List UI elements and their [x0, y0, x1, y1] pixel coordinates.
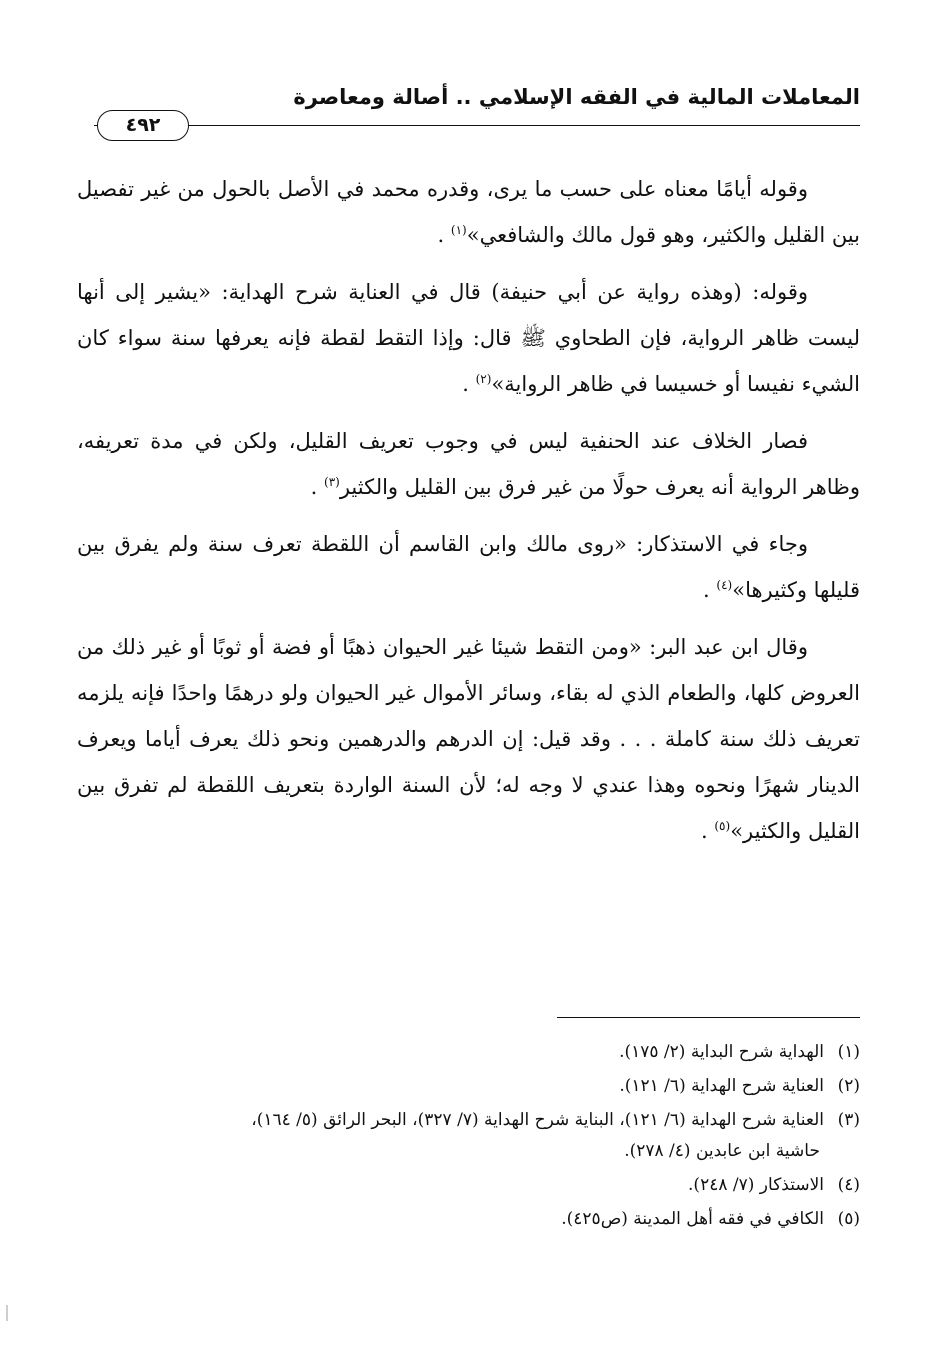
paragraph-2	[77, 269, 860, 407]
paragraph-tail: .	[437, 223, 445, 247]
paragraph-5	[77, 624, 860, 854]
footnote-3	[77, 1105, 860, 1167]
footnote-number: (٤)	[837, 1175, 860, 1195]
footnote-number: (١)	[837, 1042, 860, 1062]
footnote-2	[77, 1071, 860, 1102]
paragraph-text: وقوله: (وهذه رواية عن أبي حنيفة) قال في العناية شرح الهداية: «يشير إلى أنها ليست ظاهر الرواية، فإن الطحاوي ﷺ قال: وإذا التقط لقطة فإنه يعرفها سنة سواء كان الشيء نفيسا أو خسيسا في ظاهر الرواية»	[77, 280, 860, 396]
footnote-text: الكافي في فقه أهل المدينة (ص٤٢٥).	[561, 1209, 824, 1229]
footnote-continuation: حاشية ابن عابدين (٤/ ٢٧٨).	[624, 1141, 820, 1161]
footnote-number: (٢)	[837, 1076, 860, 1096]
footnote-ref-5[interactable]: (٥)	[714, 819, 731, 833]
footnote-ref-1[interactable]: (١)	[450, 223, 467, 237]
paragraph-tail: .	[310, 475, 318, 499]
footnote-text: الهداية شرح البداية (٢/ ١٧٥).	[619, 1042, 824, 1062]
footnote-text: الاستذكار (٧/ ٢٤٨).	[688, 1175, 824, 1195]
footnote-ref-4[interactable]: (٤)	[716, 578, 733, 592]
footnote-ref-3[interactable]: (٣)	[324, 475, 340, 489]
running-title: المعاملات المالية في الفقه الإسلامي .. أصالة ومعاصرة	[293, 85, 860, 109]
paragraph-4	[77, 521, 860, 613]
page-number: ٤٩٢	[97, 110, 189, 141]
footnotes	[77, 1037, 860, 1238]
paragraph-3	[77, 418, 860, 510]
body-text	[77, 166, 860, 865]
footnote-text: العناية شرح الهداية (٦/ ١٢١)، البناية شرح الهداية (٧/ ٣٢٧)، البحر الرائق (٥/ ١٦٤)،	[251, 1110, 824, 1130]
footnote-4	[77, 1170, 860, 1201]
paragraph-tail: .	[462, 372, 469, 396]
paragraph-text: فصار الخلاف عند الحنفية ليس في وجوب تعريف القليل، ولكن في مدة تعريفه، وظاهر الرواية أنه يعرف حولًا من غير فرق بين القليل والكثير	[77, 429, 860, 499]
paragraph-1	[77, 166, 860, 258]
footnote-ref-2[interactable]: (٢)	[475, 372, 492, 386]
paragraph-text: وجاء في الاستذكار: «روى مالك وابن القاسم أن اللقطة تعرف سنة ولم يفرق بين قليلها وكثيرها»	[77, 532, 860, 602]
footnote-5	[77, 1204, 860, 1235]
paragraph-tail: .	[703, 578, 710, 602]
paragraph-tail: .	[700, 819, 708, 843]
footnote-number: (٣)	[837, 1110, 860, 1130]
footnote-1	[77, 1037, 860, 1068]
footnote-separator	[557, 1017, 860, 1018]
scan-edge-mark	[6, 1305, 8, 1321]
header-rule	[94, 125, 860, 126]
paragraph-text: وقال ابن عبد البر: «ومن التقط شيئا غير الحيوان ذهبًا أو فضة أو ثوبًا أو غير ذلك من العروض كلها، والطعام الذي له بقاء، وسائر الأموال غير الحيوان ولو درهمًا واحدًا فإنه يلزمه تعريف ذلك سنة كاملة . . . وقد قيل: إن الدرهم والدرهمين ونحو ذلك يعرف أياما ويعرف الدينار شهرًا ونحوه وهذا عندي لا وجه له؛ لأن السنة الواردة بتعريف اللقطة لم تفرق بين القليل والكثير»	[77, 635, 860, 843]
footnote-text: العناية شرح الهداية (٦/ ١٢١).	[619, 1076, 824, 1096]
paragraph-text: وقوله أيامًا معناه على حسب ما يرى، وقدره محمد في الأصل بالحول من غير تفصيل بين القليل والكثير، وهو قول مالك والشافعي»	[77, 177, 860, 247]
footnote-number: (٥)	[837, 1209, 860, 1229]
